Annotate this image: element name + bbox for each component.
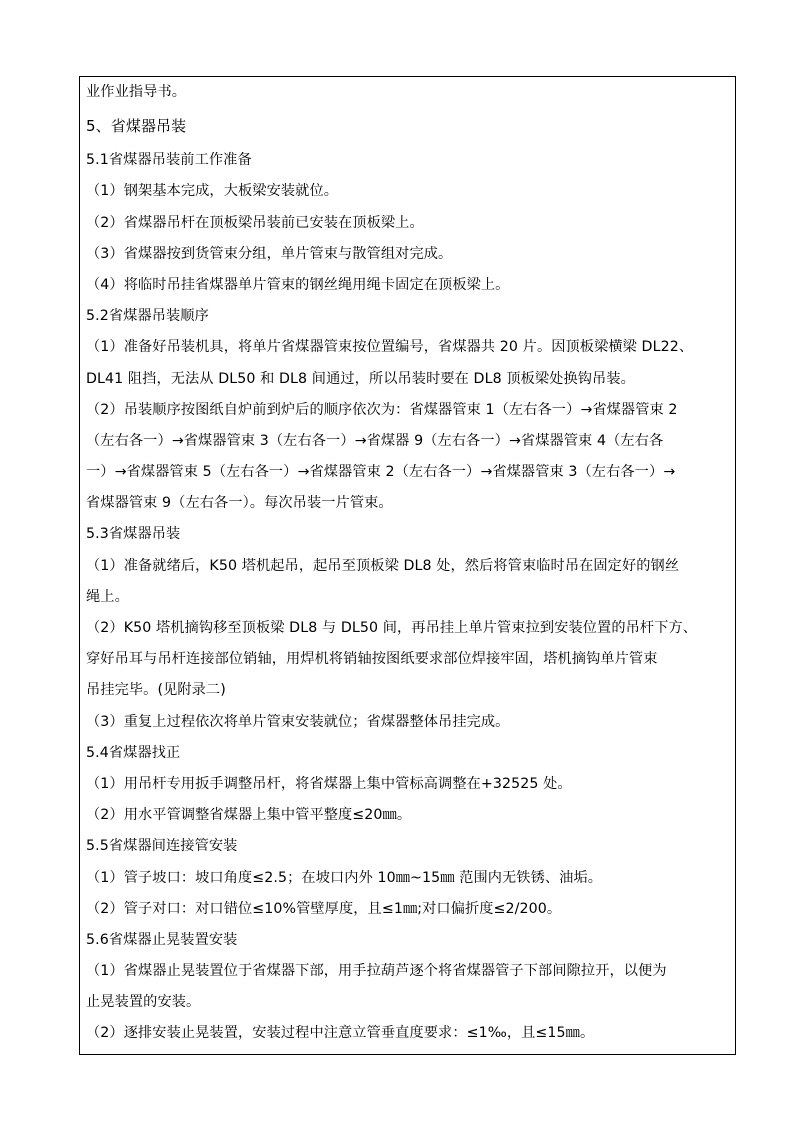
text-line: （2）吊装顺序按图纸自炉前到炉后的顺序依次为：省煤器管束 1（左右各一）→省煤器管束 2 <box>86 401 678 418</box>
document-body <box>86 77 734 1050</box>
text-line: （1）省煤器止晃装置位于省煤器下部，用手拉葫芦逐个将省煤器管子下部间隙拉开，以便为 <box>86 963 667 980</box>
text-line: （1）准备就绪后，K50 塔机起吊，起吊至顶板梁 DL8 处，然后将管束临时吊在固定好的钢丝 <box>86 557 680 574</box>
text-line: （4）将临时吊挂省煤器单片管束的钢丝绳用绳卡固定在顶板梁上。 <box>86 276 510 293</box>
subsection-heading: 5.2省煤器吊装顺序 <box>86 308 209 325</box>
text-line: 止晃装置的安装。 <box>86 994 201 1011</box>
text-line: 省煤器管束 9（左右各一）。每次吊装一片管束。 <box>86 495 393 512</box>
text-line: 穿好吊耳与吊杆连接部位销轴，用焊机将销轴按图纸要求部位焊接牢固，塔机摘钩单片管束 <box>86 651 658 668</box>
subsection-heading: 5.4省煤器找正 <box>86 744 181 761</box>
subsection-heading: 5.1省煤器吊装前工作准备 <box>86 152 252 169</box>
text-line: （左右各一）→省煤器管束 3（左右各一）→省煤器 9（左右各一）→省煤器管束 4（左右各 <box>86 432 664 449</box>
subsection-heading: 5.6省煤器止晃装置安装 <box>86 931 238 948</box>
text-line: （1）钢架基本完成，大板梁安装就位。 <box>86 183 339 200</box>
subsection-heading: 5.5省煤器间连接管安装 <box>86 838 238 855</box>
text-line: （2）省煤器吊杆在顶板梁吊装前已安装在顶板梁上。 <box>86 214 424 231</box>
text-line: （2）管子对口：对口错位≤10%管壁厚度，且≤1㎜;对口偏折度≤2/200。 <box>86 900 562 917</box>
text-line: 一）→省煤器管束 5（左右各一）→省煤器管束 2（左右各一）→省煤器管束 3（左右各一）→ <box>86 464 676 481</box>
text-line: DL41 阻挡，无法从 DL50 和 DL8 间通过，所以吊装时要在 DL8 顶板梁处换钩吊装。 <box>86 370 635 387</box>
text-line: （2）K50 塔机摘钩移至顶板梁 DL8 与 DL50 间，再吊挂上单片管束拉到安装位置的吊杆下方、 <box>86 620 698 636</box>
text-line: 业作业指导书。 <box>86 84 187 100</box>
subsection-heading: 5.3省煤器吊装 <box>86 526 181 543</box>
text-line: （1）用吊杆专用扳手调整吊杆，将省煤器上集中管标高调整在+32525 处。 <box>86 775 572 792</box>
text-line: （3）重复上过程依次将单片管束安装就位；省煤器整体吊挂完成。 <box>86 713 510 730</box>
text-line: （1）准备好吊装机具，将单片省煤器管束按位置编号，省煤器共 20 片。因顶板梁横梁 DL22、 <box>86 339 694 356</box>
text-line: （1）管子坡口：坡口角度≤2.5；在坡口内外 10㎜~15㎜ 范围内无铁锈、油垢。 <box>86 869 603 886</box>
section-heading: 5、省煤器吊装 <box>86 117 187 136</box>
text-line: （2）用水平管调整省煤器上集中管平整度≤20㎜。 <box>86 807 412 824</box>
text-line: （2）逐排安装止晃装置，安装过程中注意立管垂直度要求：≤1‰，且≤15㎜。 <box>86 1025 595 1042</box>
text-line: （3）省煤器按到货管束分组，单片管束与散管组对完成。 <box>86 245 453 262</box>
text-line: 吊挂完毕。(见附录二) <box>86 682 226 699</box>
text-line: 绳上。 <box>86 588 129 605</box>
